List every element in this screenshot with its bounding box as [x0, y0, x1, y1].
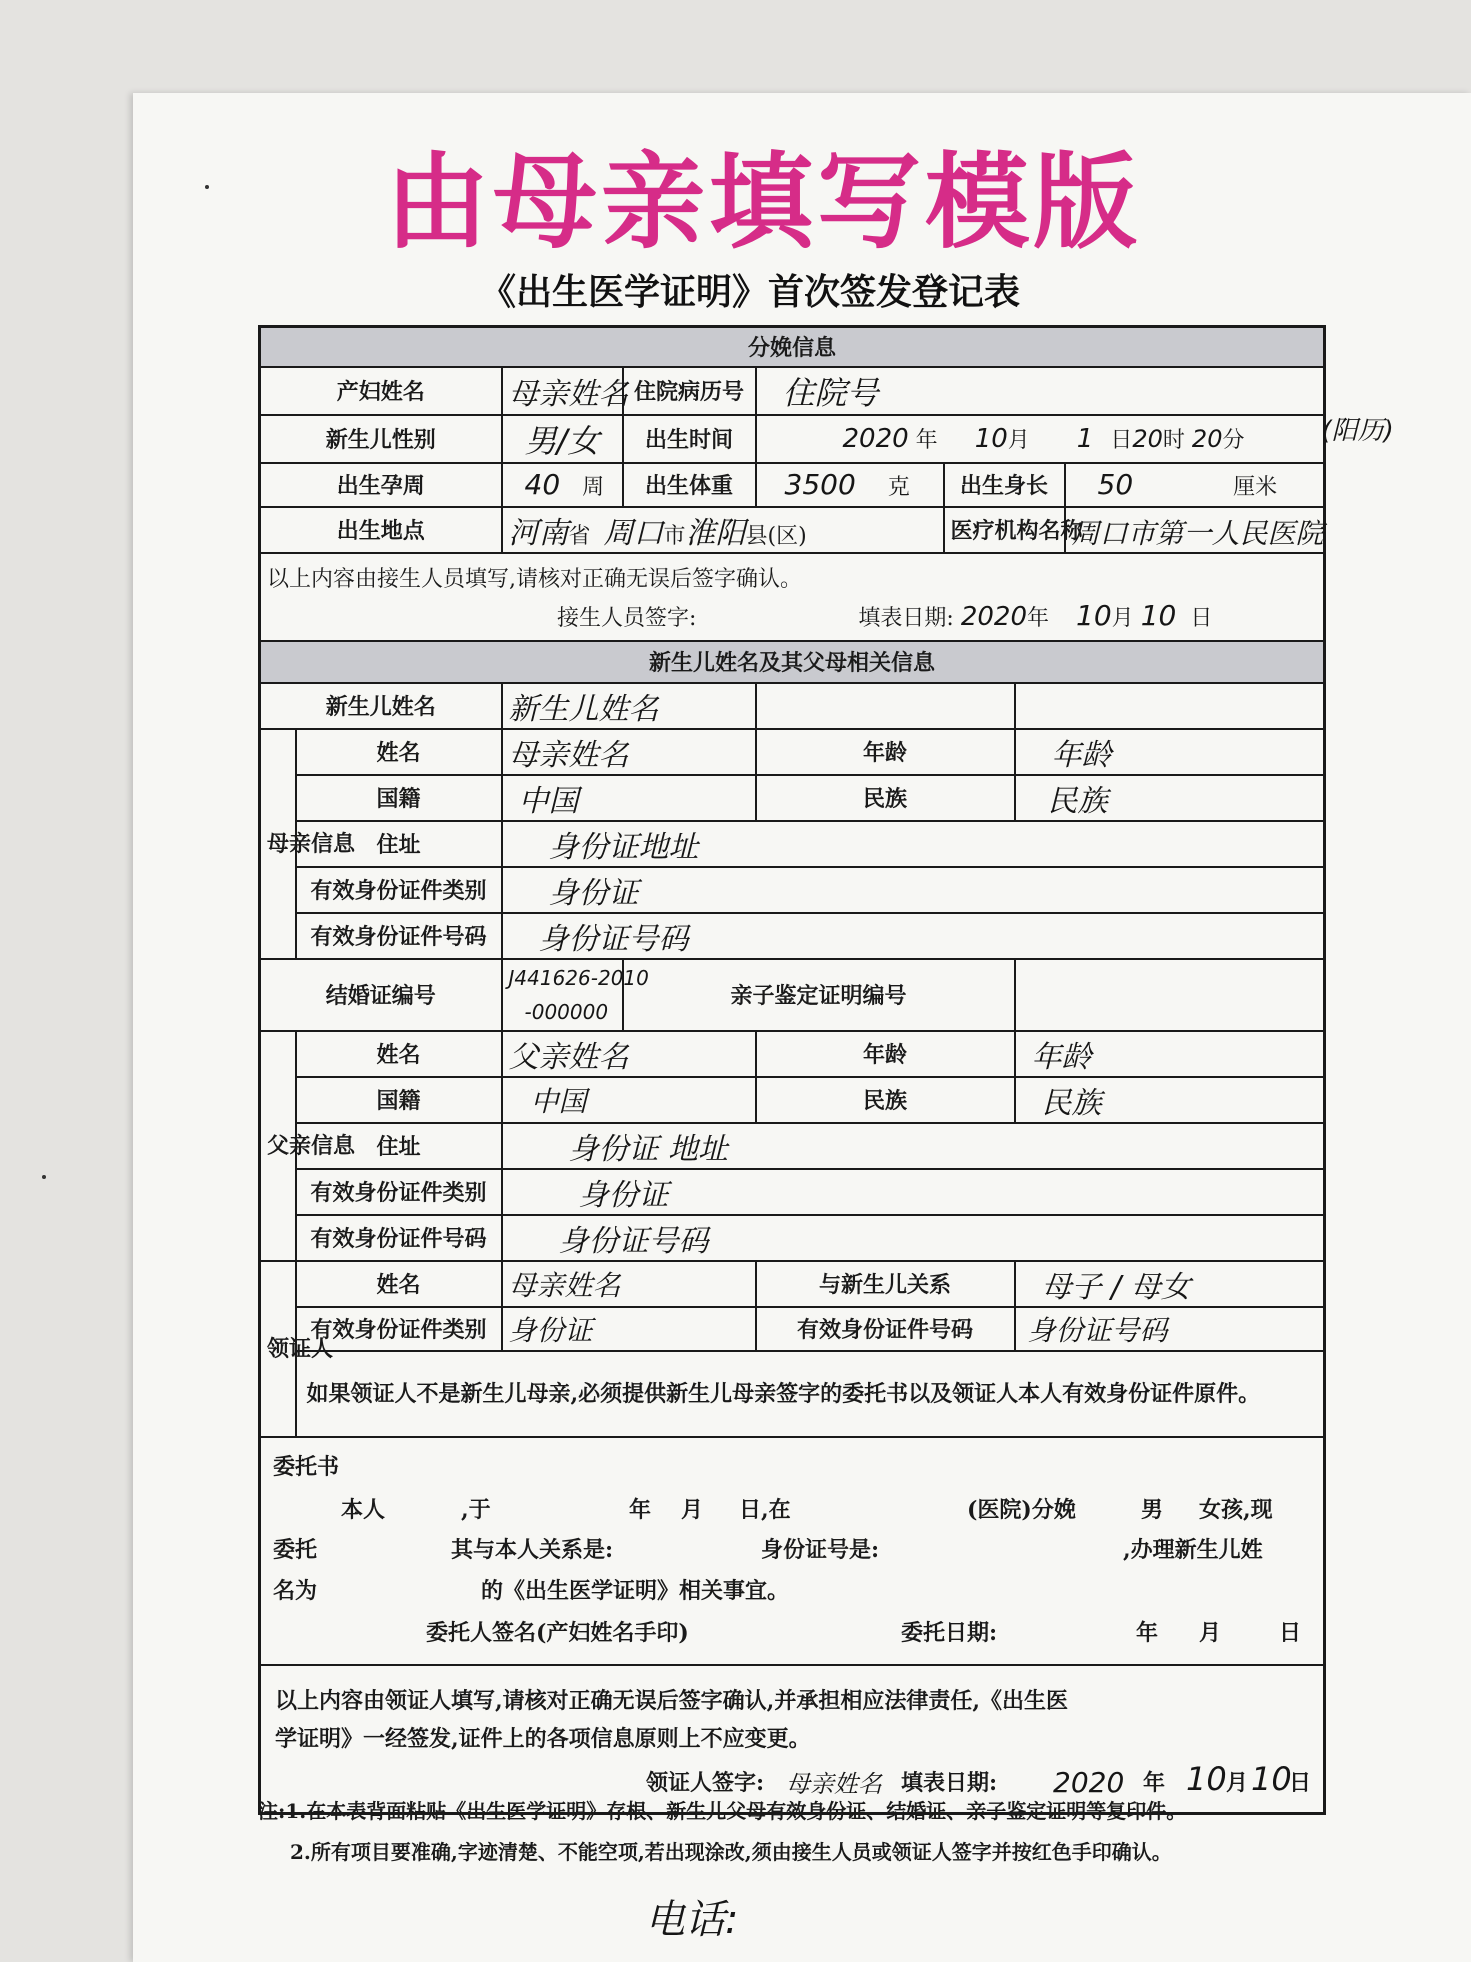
father-age-field[interactable]: 年龄: [1015, 1031, 1325, 1077]
baby-name-label: 新生儿姓名: [260, 683, 502, 729]
mother-nationality-label: 国籍: [296, 775, 502, 821]
mother-id-type-label: 有效身份证件类别: [296, 867, 502, 913]
registration-form-table: [258, 325, 1394, 1815]
entrust-title: 委托书: [273, 1453, 340, 1480]
entrust-date-label: 委托日期:: [901, 1619, 998, 1646]
marriage-cert-label: 结婚证编号: [260, 959, 502, 1031]
father-address-field[interactable]: 身份证 地址: [502, 1123, 1325, 1169]
father-nationality-label: 国籍: [296, 1077, 502, 1123]
hospital-label: 医疗机构名称: [944, 507, 1065, 553]
receiver-relation-label: 与新生儿关系: [756, 1261, 1015, 1307]
family-section-header: 新生儿姓名及其父母相关信息: [260, 641, 1325, 683]
phone-label: 电话:: [645, 1897, 739, 1943]
mother-info-side-label: 母亲信息: [260, 729, 296, 959]
birth-length-label: 出生身长: [944, 463, 1065, 507]
final-date-label: 填表日期:: [901, 1769, 998, 1796]
mother-nationality-field[interactable]: 中国: [502, 775, 756, 821]
paper-speck: [205, 185, 209, 189]
baby-name-extra: [756, 683, 1015, 729]
paternity-cert-field[interactable]: [1015, 959, 1325, 1031]
entrust-sign-label: 委托人签名(产妇姓名手印): [426, 1619, 689, 1646]
mother-name-field[interactable]: 母亲姓名: [502, 367, 623, 415]
birth-weight-label: 出生体重: [623, 463, 756, 507]
father-name-field[interactable]: 父亲姓名: [502, 1031, 756, 1077]
father-id-type-field[interactable]: 身份证: [502, 1169, 1325, 1215]
record-number-label: 住院病历号: [623, 367, 756, 415]
birth-time-field[interactable]: 2020 年 10月 1 日20时 20分 (阳历): [756, 415, 1325, 463]
mother-ethnicity-field[interactable]: 民族: [1015, 775, 1325, 821]
father-age-label: 年龄: [756, 1031, 1015, 1077]
father-id-type-label: 有效身份证件类别: [296, 1169, 502, 1215]
father-id-no-field[interactable]: 身份证号码: [502, 1215, 1325, 1261]
gestation-label: 出生孕周: [260, 463, 502, 507]
receiver-name-label: 姓名: [296, 1261, 502, 1307]
paternity-cert-label: 亲子鉴定证明编号: [623, 959, 1015, 1031]
background-speck: [42, 1175, 46, 1179]
delivery-section-header: 分娩信息: [260, 327, 1325, 367]
mother-age-label: 年龄: [756, 729, 1015, 775]
baby-name-extra2: [1015, 683, 1325, 729]
page-title: 由母亲填写模版: [385, 141, 1142, 263]
hospital-field[interactable]: 周口市第一人民医院: [1065, 507, 1325, 553]
receiver-signature[interactable]: 母亲姓名: [786, 1769, 882, 1798]
receiver-sign-label: 领证人签字:: [646, 1769, 765, 1796]
father-ethnicity-field[interactable]: 民族: [1015, 1077, 1325, 1123]
form-subtitle: 《出生医学证明》首次签发登记表: [480, 271, 1021, 313]
receiver-id-no-field[interactable]: 身份证号码: [1015, 1307, 1325, 1351]
father-id-no-label: 有效身份证件号码: [296, 1215, 502, 1261]
mother-name-label: 产妇姓名: [260, 367, 502, 415]
mother-ethnicity-label: 民族: [756, 775, 1015, 821]
receiver-id-type-field[interactable]: 身份证: [502, 1307, 756, 1351]
birth-length-field[interactable]: 50 厘米: [1065, 463, 1325, 507]
father-info-side-label: 父亲信息: [260, 1031, 296, 1261]
birth-place-label: 出生地点: [260, 507, 502, 553]
gestation-field[interactable]: 40 周: [502, 463, 623, 507]
newborn-sex-label: 新生儿性别: [260, 415, 502, 463]
receiver-confirmation: 以上内容由领证人填写,请核对正确无误后签字确认,并承担相应法律责任,《出生医 学证明》一经签发,证件上的各项信息原则上不应变更。 领证人签字: 母亲姓名 填表日期: 2020 年 10 月 10 日: [260, 1665, 1325, 1814]
mother-id-type-field[interactable]: 身份证: [502, 867, 1325, 913]
father-name-label: 姓名: [296, 1031, 502, 1077]
father-address-label: 住址: [296, 1123, 502, 1169]
birth-time-label: 出生时间: [623, 415, 756, 463]
mother-id-no-field[interactable]: 身份证号码: [502, 913, 1325, 959]
father-nationality-field[interactable]: 中国: [502, 1077, 756, 1123]
marriage-cert-field[interactable]: J441626-2010 -000000: [502, 959, 623, 1031]
footnote-1: 注:1.在本表背面粘贴《出生医学证明》存根、新生儿父母有效身份证、结婚证、亲子鉴定证明等复印件。: [258, 1799, 1187, 1823]
baby-name-field[interactable]: 新生儿姓名: [502, 683, 756, 729]
mother-id-no-label: 有效身份证件号码: [296, 913, 502, 959]
mother-name-label-2: 姓名: [296, 729, 502, 775]
entrust-letter: 委托书 本人 ,于 年 月 日,在 (医院)分娩 男 女孩,现 委托 其与本人关系是: 身份证号是: ,办理新生儿姓 名为 的《出生医学证明》相关事宜。 委托人签名(产妇姓名手印) 委托日期: 年 月 日: [260, 1437, 1325, 1665]
footnote-2: 2.所有项目要准确,字迹清楚、不能空项,若出现涂改,须由接生人员或领证人签字并按红色手印确认。: [290, 1840, 1172, 1864]
birth-weight-field[interactable]: 3500 克: [756, 463, 944, 507]
receiver-side-label: 领证人: [260, 1261, 296, 1437]
mother-address-field[interactable]: 身份证地址: [502, 821, 1325, 867]
newborn-sex-field[interactable]: 男/女: [502, 415, 623, 463]
receiver-id-no-label: 有效身份证件号码: [756, 1307, 1015, 1351]
birth-place-field[interactable]: 河南省 周口市淮阳县(区): [502, 507, 944, 553]
mother-age-field[interactable]: 年龄: [1015, 729, 1325, 775]
receiver-notice: 如果领证人不是新生儿母亲,必须提供新生儿母亲签字的委托书以及领证人本人有效身份证件原件。: [296, 1351, 1325, 1437]
mother-name-field-2[interactable]: 母亲姓名: [502, 729, 756, 775]
record-number-field[interactable]: 住院号: [756, 367, 1325, 415]
father-ethnicity-label: 民族: [756, 1077, 1015, 1123]
receiver-relation-field[interactable]: 母子 / 母女: [1015, 1261, 1325, 1307]
receiver-id-type-label: 有效身份证件类别: [296, 1307, 502, 1351]
calendar-note: (阳历): [1321, 415, 1394, 446]
receiver-name-field[interactable]: 母亲姓名: [502, 1261, 756, 1307]
midwife-confirmation: 以上内容由接生人员填写,请核对正确无误后签字确认。 接生人员签字: 填表日期: 2020年 10月 10 日: [260, 553, 1325, 641]
mother-address-label: 住址: [296, 821, 502, 867]
